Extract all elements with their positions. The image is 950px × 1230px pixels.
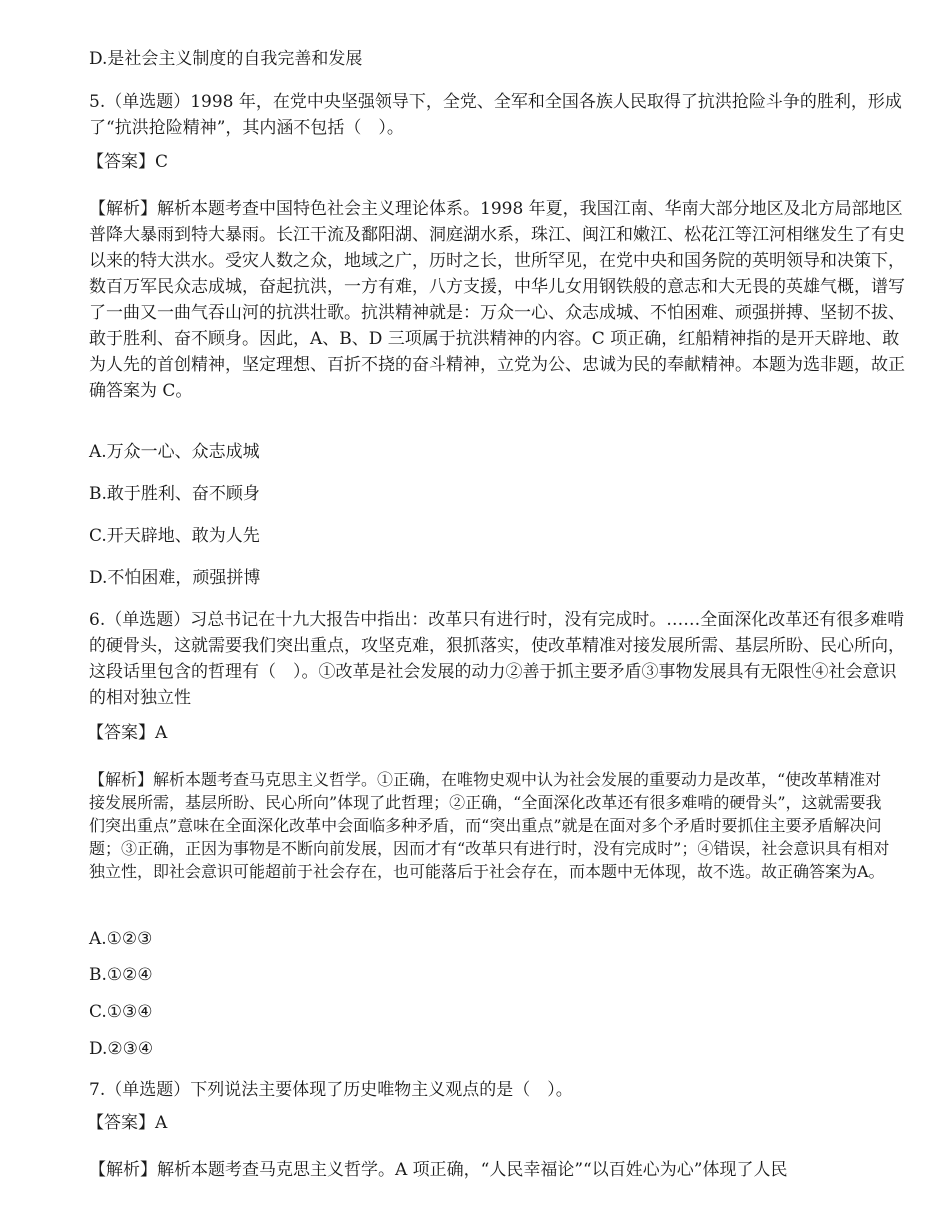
q6-option-a: A.①②③ [89, 929, 153, 949]
q6-stem: 6.（单选题）习总书记在十九大报告中指出：改革只有进行时，没有完成时。……全面深化改革还有很多难啃的硬骨头，这就需要我们突出重点，攻坚克难，狠抓落实，使改革精准对接发展所需、基层所盼、民心所向，这段话里包含的哲理有（ ）。①改革是社会发展的动力②善于抓主要矛盾③事物发展具有无限性④社会意识的相对独立性 [89, 610, 905, 708]
q6-option-c: C.①③④ [89, 1002, 153, 1022]
q5-stem: 5.（单选题）1998 年，在党中央坚强领导下，全党、全军和全国各族人民取得了抗洪抢险斗争的胜利，形成了“抗洪抢险精神”，其内涵不包括（ ）。 [89, 92, 902, 138]
q5-option-b: B.敢于胜利、奋不顾身 [89, 484, 260, 504]
q6-analysis: 【解析】解析本题考查马克思主义哲学。①正确，在唯物史观中认为社会发展的重要动力是改革，“使改革精准对接发展所需，基层所盼、民心所向”体现了此哲理；②正确，“全面深化改革还有很多难啃的硬骨头”，这就需要我们突出重点”意味在全面深化改革中会面临多种矛盾，而“突出重点”就是在面对多个矛盾时要抓住主要矛盾解决问题；③正确，正因为事物是不断向前发展，因而才有“改革只有进行时，没有完成时”；④错误，社会意识具有相对独立性，即社会意识可能超前于社会存在，也可能落后于社会存在，而本题中无体现，故不选。故正确答案为A。 [89, 770, 890, 881]
q6-option-b: B.①②④ [89, 965, 153, 985]
q6-answer: 【答案】A [87, 723, 168, 743]
q7-analysis: 【解析】解析本题考查马克思主义哲学。A 项正确，“人民幸福论”“以百姓心为心”体现了人民 [89, 1160, 788, 1180]
q7-answer: 【答案】A [87, 1113, 168, 1133]
q5-option-d: D.不怕困难，顽强拼博 [89, 568, 261, 588]
q7-stem: 7.（单选题）下列说法主要体现了历史唯物主义观点的是（ ）。 [89, 1080, 573, 1100]
q4-option-d: D.是社会主义制度的自我完善和发展 [89, 49, 363, 69]
q5-option-c: C.开天辟地、敢为人先 [89, 526, 260, 546]
q5-option-a: A.万众一心、众志成城 [89, 442, 260, 462]
q5-analysis: 【解析】解析本题考查中国特色社会主义理论体系。1998 年夏，我国江南、华南大部分地区及北方局部地区普降大暴雨到特大暴雨。长江干流及鄱阳湖、洞庭湖水系，珠江、闽江和嫩江、松花江等江河相继发生了有史以来的特大洪水。受灾人数之众，地域之广，历时之长，世所罕见，在党中央和国务院的英明领导和决策下，数百万军民众志成城，奋起抗洪，一方有难，八方支援，中华儿女用钢铁般的意志和大无畏的英雄气概，谱写了一曲又一曲气吞山河的抗洪壮歌。抗洪精神就是：万众一心、众志成城、不怕困难、顽强拼搏、坚韧不拔、敢于胜利、奋不顾身。因此，A、B、D 三项属于抗洪精神的内容。C 项正确，红船精神指的是开天辟地、敢为人先的首创精神，坚定理想、百折不挠的奋斗精神，立党为公、忠诚为民的奉献精神。本题为选非题，故正确答案为 C。 [89, 199, 905, 401]
q6-option-d: D.②③④ [89, 1039, 154, 1059]
q5-answer: 【答案】C [87, 152, 169, 172]
